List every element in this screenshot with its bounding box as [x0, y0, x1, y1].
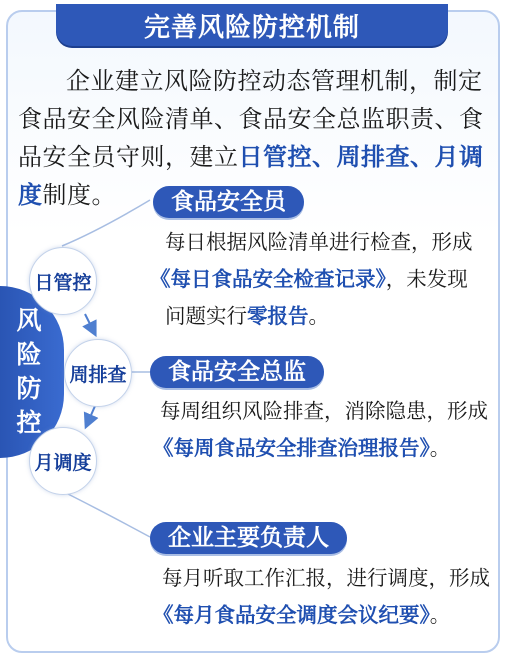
section-1-line-1: 每日根据风险清单进行检查，形成: [165, 230, 473, 254]
intro-highlight-weekly: 周排查: [336, 143, 410, 171]
side-label-char-2: 险: [16, 340, 42, 369]
section-1-line-3: [165, 298, 329, 335]
role-pill-principal: 企业主要负责人: [150, 522, 347, 554]
page-title: 完善风险防控机制: [143, 12, 360, 43]
section-1-line-2: [150, 261, 468, 298]
side-label-char-3: 防: [16, 374, 42, 403]
role-pill-safety-director: 食品安全总监: [150, 356, 324, 388]
side-label-char-1: 风: [16, 306, 42, 335]
section-1-document: 《每日食品安全检查记录》: [150, 267, 386, 291]
node-daily-label: 日管控: [34, 271, 92, 294]
intro-sep-2: 、: [410, 143, 435, 171]
section-2-document: 《每周食品安全排查治理报告》: [153, 436, 430, 460]
section-3-after-doc: 。: [429, 603, 451, 627]
connector-line-bottom: [62, 491, 150, 537]
section-2-line-2: [153, 430, 450, 467]
intro-highlight-monthly: 月调度: [18, 143, 484, 209]
node-weekly-label: 周排查: [69, 363, 127, 386]
side-label-char-4: 控: [16, 408, 42, 437]
role-pill-safety-officer: 食品安全员: [153, 186, 304, 218]
flow-arrow-1: [85, 314, 93, 330]
intro-sep-1: 、: [312, 143, 337, 171]
section-1-zero-report: 零报告: [247, 304, 309, 328]
intro-text-1: 企业建立风险防控动态管理机制，制定食品安全风险清单、食品安全总监职责、食品安全员守则，建立: [18, 67, 484, 171]
node-monthly-label: 月调度: [34, 451, 92, 474]
section-3-document: 《每月食品安全调度会议纪要》: [153, 603, 430, 627]
section-3-line-2: [153, 597, 450, 634]
node-monthly-dispatch: [29, 427, 97, 495]
section-1-line-3a: 问题实行: [165, 304, 247, 328]
section-2-after-doc: 。: [429, 436, 451, 460]
intro-text-2: 制度。: [42, 181, 116, 209]
section-1-line-3c: 。: [308, 304, 329, 328]
intro-highlight-daily: 日管控: [238, 143, 312, 171]
node-weekly-check: [64, 339, 132, 407]
connector-line-top: [62, 200, 150, 246]
node-daily-control: [29, 247, 97, 315]
section-2-line-1: 每周组织风险排查，消除隐患，形成: [160, 399, 488, 423]
section-3-line-1: 每月听取工作汇报，进行调度，形成: [162, 566, 490, 590]
section-1-after-doc: ，未发现: [385, 267, 468, 291]
flow-arrow-2: [88, 406, 95, 422]
